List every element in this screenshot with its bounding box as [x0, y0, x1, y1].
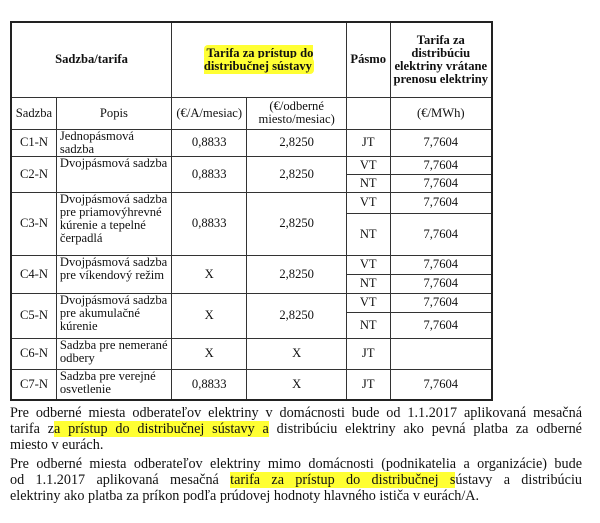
table-row: [11, 129, 492, 156]
cell-distribucia: [390, 338, 492, 369]
cell-popis: Sadzba pre verejné osvetlenie: [56, 369, 171, 400]
cell-distribucia: 7,7604: [390, 156, 492, 174]
table-row: [11, 369, 492, 400]
cell-popis: Jednopásmová sadzba: [56, 129, 171, 156]
cell-popis: Dvojpásmová sadzba: [56, 156, 171, 192]
cell-distribucia: 7,7604: [390, 255, 492, 274]
cell-sadzba-code: C3-N: [11, 192, 56, 255]
cell-pasmo: JT: [346, 338, 390, 369]
cell-sadzba-code: C5-N: [11, 293, 56, 338]
tariff-table: [10, 21, 493, 401]
cell-distribucia: 7,7604: [390, 192, 492, 213]
p2-line2: od 1.1.2017 aplikovaná mesačná tarifa za prístup do distribučnej sústavy a distribúciu: [10, 472, 582, 488]
cell-tarifa-a: 0,8833: [171, 156, 246, 192]
header-tarifa-distribucia: Tarifa za distribúciu elektriny vrátane prenosu elektriny: [390, 22, 492, 97]
p2-line3: elektriny ako platba za príkon podľa prúdovej hodnoty hlavného ističa v eurách/A.: [10, 488, 480, 504]
cell-sadzba-code: C2-N: [11, 156, 56, 192]
subheader-pasmo-empty: [346, 97, 390, 129]
table-header-row: [11, 22, 492, 97]
table-row: [11, 293, 492, 312]
cell-popis: Sadzba pre nemerané odbery: [56, 338, 171, 369]
cell-popis: Dvojpásmová sadzba pre víkendový režim: [56, 255, 171, 293]
header-pasmo: Pásmo: [346, 22, 390, 97]
cell-pasmo: VT: [346, 255, 390, 274]
cell-distribucia: 7,7604: [390, 129, 492, 156]
cell-sadzba-code: C1-N: [11, 129, 56, 156]
p1-line1: Pre odberné miesta odberateľov elektriny v domácnosti bude od 1.1.2017 aplikovaná mesačná: [10, 405, 582, 421]
subheader-unit-a: (€/A/mesiac): [171, 97, 246, 129]
cell-tarifa-b: 2,8250: [247, 192, 346, 255]
cell-distribucia: 7,7604: [390, 274, 492, 293]
table-row: [11, 192, 492, 213]
header-sadzba-tarifa: Sadzba/tarifa: [11, 22, 171, 97]
cell-sadzba-code: C6-N: [11, 338, 56, 369]
table-row: [11, 338, 492, 369]
cell-pasmo: JT: [346, 129, 390, 156]
cell-sadzba-code: C7-N: [11, 369, 56, 400]
table-row: [11, 156, 492, 174]
cell-tarifa-a: 0,8833: [171, 369, 246, 400]
subheader-popis: Popis: [56, 97, 171, 129]
highlighted-header: Tarifa za prístup do distribučnej sústavy: [203, 45, 314, 73]
cell-pasmo: JT: [346, 369, 390, 400]
cell-tarifa-b: X: [247, 338, 346, 369]
cell-pasmo: NT: [346, 312, 390, 338]
cell-tarifa-a: X: [171, 338, 246, 369]
cell-tarifa-a: X: [171, 293, 246, 338]
cell-distribucia: 7,7604: [390, 293, 492, 312]
cell-tarifa-b: X: [247, 369, 346, 400]
header-tarifa-pristup: [171, 22, 346, 97]
cell-pasmo: NT: [346, 174, 390, 192]
cell-distribucia: 7,7604: [390, 312, 492, 338]
highlighted-text: a prístup do distribučnej sústavy a: [54, 421, 269, 437]
table-subheader-row: [11, 97, 492, 129]
cell-tarifa-b: 2,8250: [247, 156, 346, 192]
cell-popis: Dvojpásmová sadzba pre akumulačné kúrenie: [56, 293, 171, 338]
table-body: [11, 129, 492, 400]
cell-pasmo: VT: [346, 293, 390, 312]
cell-tarifa-a: X: [171, 255, 246, 293]
highlighted-text: tarifa za prístup do distribučnej s: [230, 472, 456, 488]
cell-sadzba-code: C4-N: [11, 255, 56, 293]
cell-pasmo: VT: [346, 156, 390, 174]
cell-tarifa-b: 2,8250: [247, 129, 346, 156]
cell-distribucia: 7,7604: [390, 369, 492, 400]
paragraph-non-households: [10, 456, 582, 504]
cell-pasmo: NT: [346, 213, 390, 255]
cell-tarifa-a: 0,8833: [171, 129, 246, 156]
paragraph-households: [10, 405, 582, 453]
cell-pasmo: NT: [346, 274, 390, 293]
cell-pasmo: VT: [346, 192, 390, 213]
cell-distribucia: 7,7604: [390, 174, 492, 192]
subheader-unit-mwh: (€/MWh): [390, 97, 492, 129]
cell-tarifa-a: 0,8833: [171, 192, 246, 255]
p2-line1: Pre odberné miesta odberateľov elektriny mimo domácnosti (podnikatelia a organizácie) bude: [10, 456, 582, 472]
subheader-unit-b: (€/odberné miesto/mesiac): [247, 97, 346, 129]
cell-distribucia: 7,7604: [390, 213, 492, 255]
p1-line2: tarifa za prístup do distribučnej sústavy a distribúciu elektriny ako pevná platba za odberné: [10, 421, 582, 437]
cell-tarifa-b: 2,8250: [247, 293, 346, 338]
table-row: [11, 255, 492, 274]
cell-popis: Dvojpásmová sadzba pre priamovýhrevné kúrenie a tepelné čerpadlá: [56, 192, 171, 255]
p1-line3: miesto v eurách.: [10, 437, 104, 453]
subheader-sadzba: Sadzba: [11, 97, 56, 129]
cell-tarifa-b: 2,8250: [247, 255, 346, 293]
